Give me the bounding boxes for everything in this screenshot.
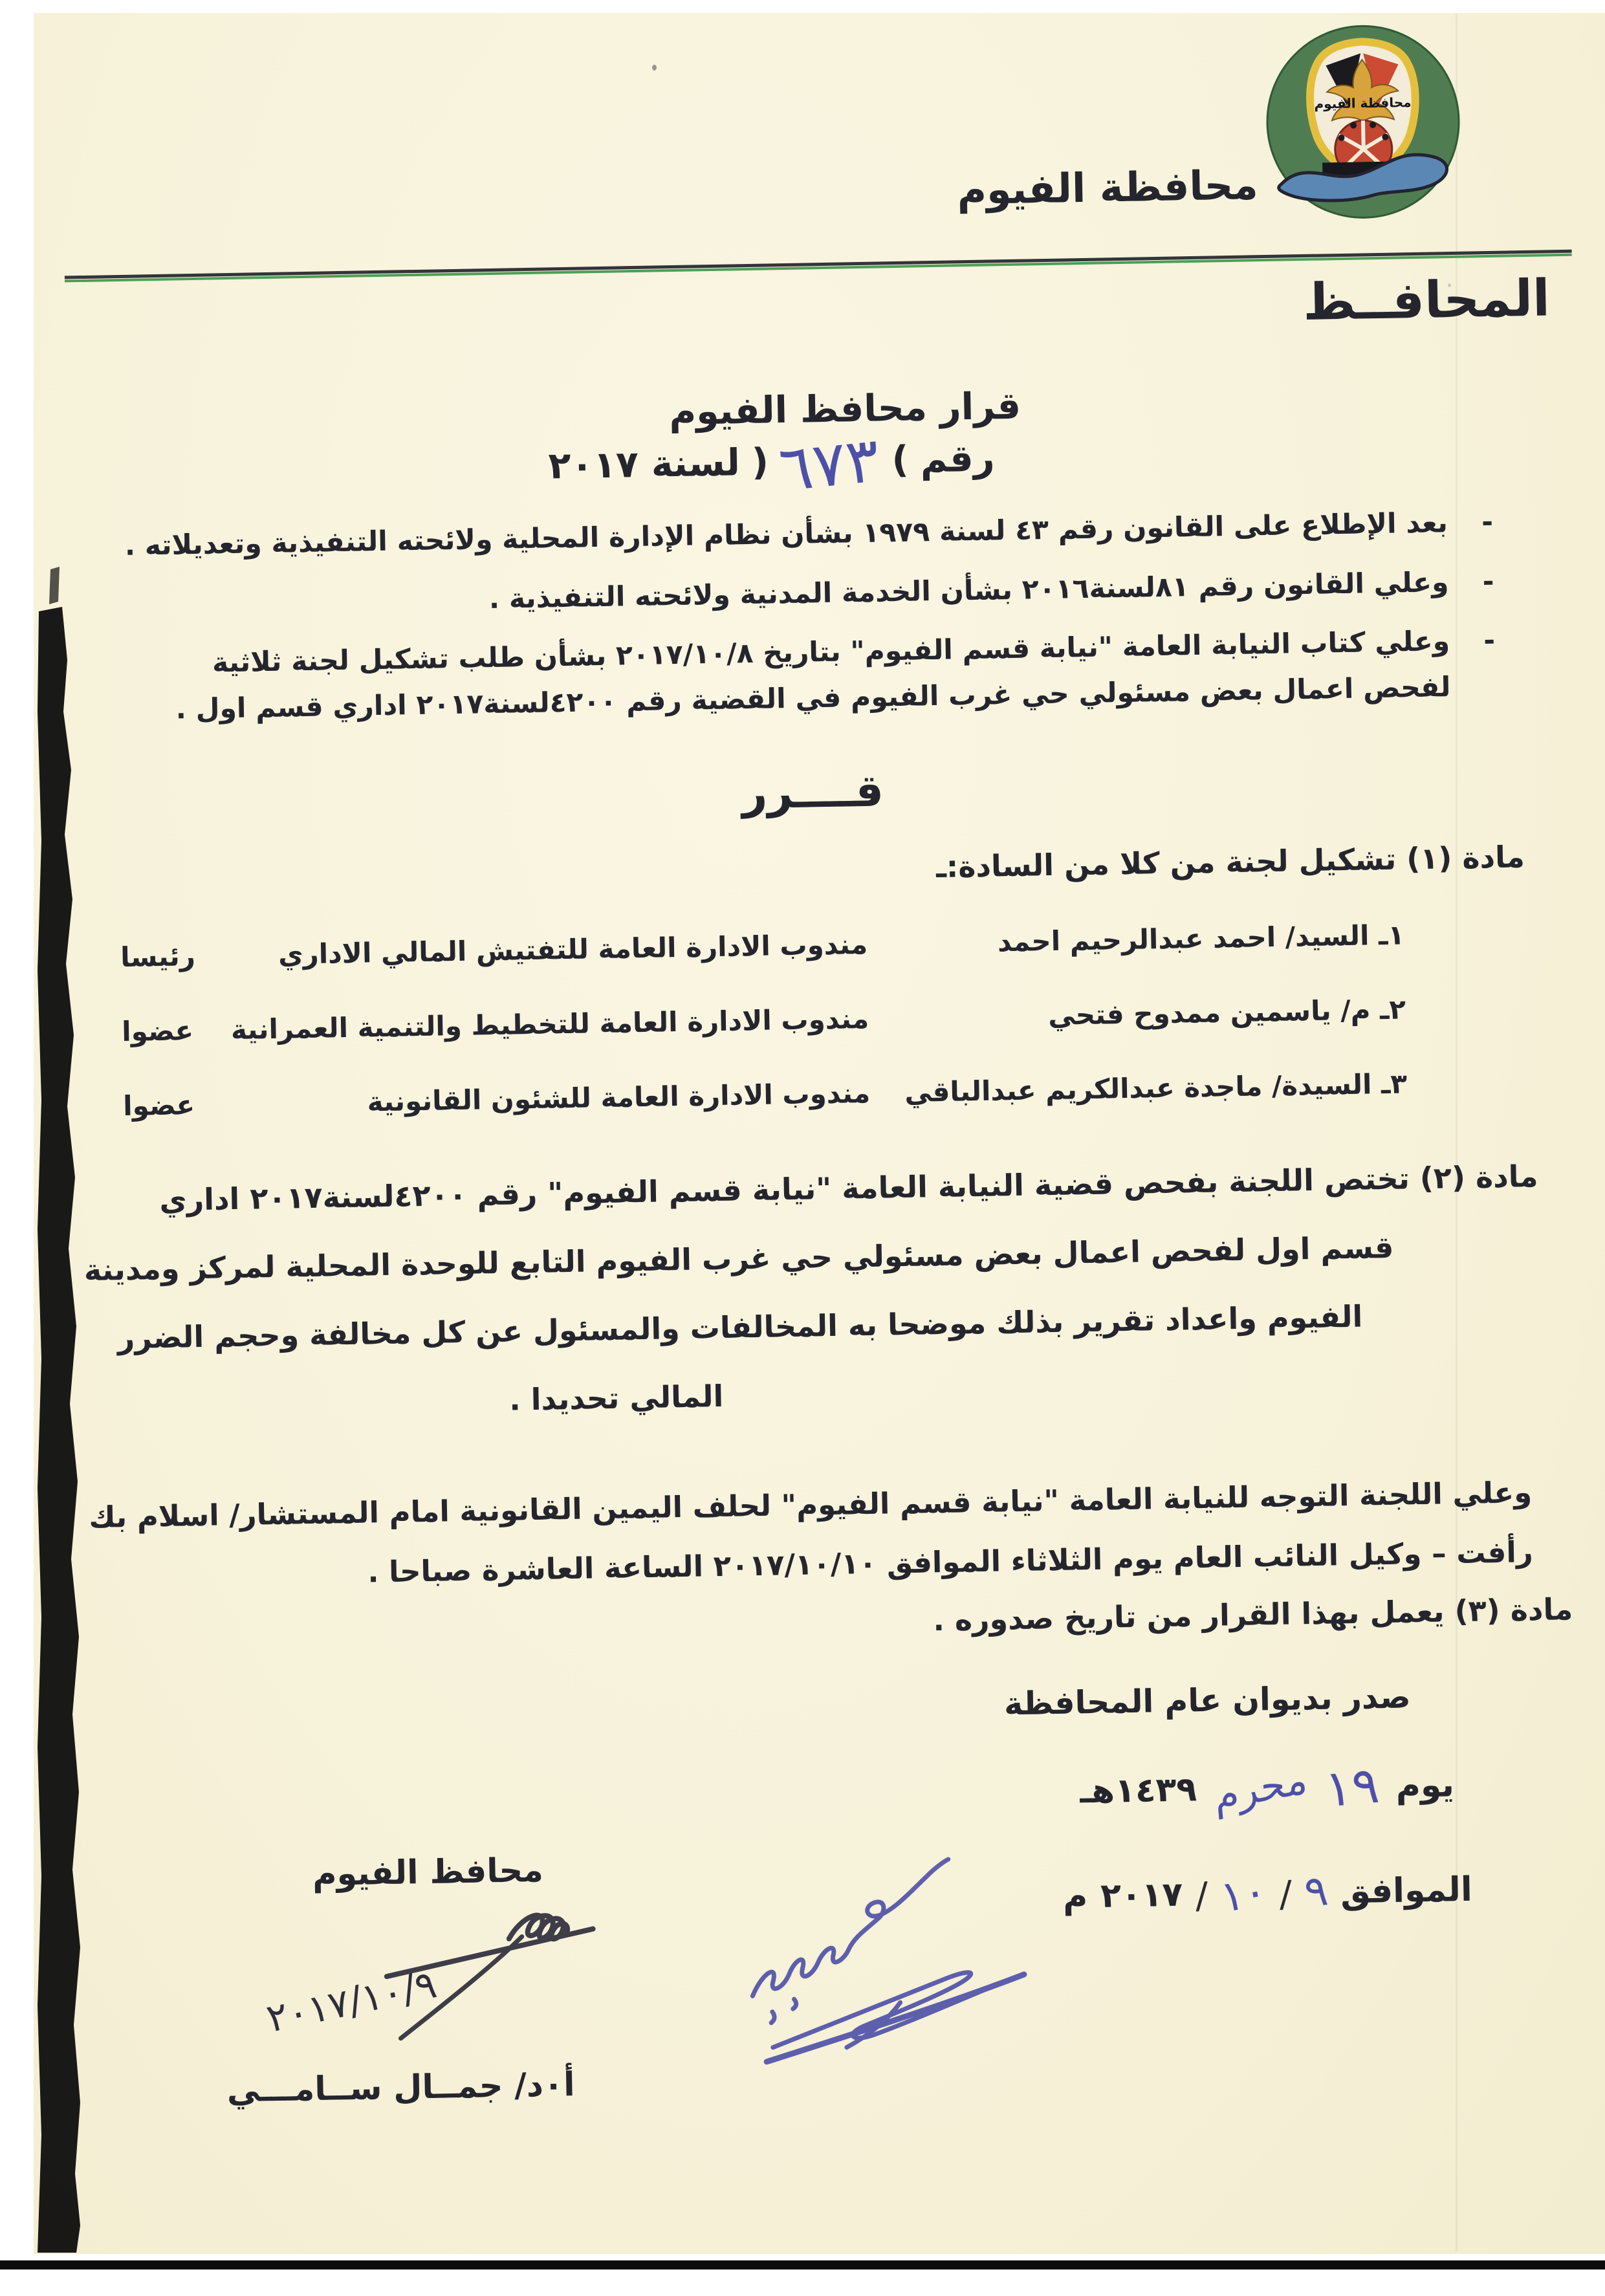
hijri-month-handwritten: محرم — [1212, 1755, 1309, 1820]
member-position: رئيسا — [120, 940, 196, 974]
hijri-year: ١٤٣٩هـ — [1079, 1770, 1197, 1811]
date-slash: / — [1195, 1874, 1208, 1918]
decision-word: قــــرر — [741, 765, 884, 820]
preamble-text: وعلي كتاب النيابة العامة "نيابة قسم الفيوم" بتاريخ ٢٠١٧/١٠/٨ بشأن طلب تشكيل لجنة ثلاثية لفحص اعمال بعض مسئولي حي غرب الفيوم في القضية رقم ٤٢٠٠لسنة٢٠١٧ اداري قسم اول . — [175, 626, 1451, 726]
article-3: مادة (٣) يعمل بهذا القرار من تاريخ صدوره . — [932, 1591, 1573, 1638]
scan-edge-artifact — [0, 0, 129, 2269]
office-title: المحافــظ — [1302, 269, 1551, 333]
logo-inscription: محافظة الفيوم — [1314, 94, 1412, 112]
governor-title: محافظ الفيوم — [312, 1851, 544, 1894]
paren-close: ) — [751, 441, 769, 484]
member-role: مندوب الادارة العامة للتخطيط والتنمية العمرانية — [230, 1002, 869, 1046]
article-2-line: مادة (٢) تختص اللجنة بفحص قضية النيابة العامة "نيابة قسم الفيوم" رقم ٤٢٠٠لسنة٢٠١٧ اداري — [159, 1158, 1538, 1218]
member-name: ٢ـ م/ ياسمين ممدوح فتحي — [1047, 993, 1406, 1032]
governorate-emblem-logo — [1260, 22, 1465, 227]
org-name: محافظة الفيوم — [956, 161, 1259, 214]
bullet-dash-icon: - — [1482, 565, 1494, 598]
committee-row — [120, 919, 1405, 973]
gregorian-day-handwritten: ٩ — [1302, 1865, 1331, 1918]
committee-row — [123, 1067, 1408, 1122]
decree-number-handwritten: ٦٧٣ — [776, 423, 883, 506]
preamble-item — [117, 559, 1494, 629]
handwritten-signature-date: ٢٠١٧/١٠/٩ — [263, 1962, 441, 2042]
member-name: ١ـ السيد/ احمد عبدالرحيم احمد — [997, 919, 1405, 958]
date-slash: / — [1279, 1873, 1293, 1916]
preamble-list — [116, 500, 1497, 747]
gregorian-month-handwritten: ١٠ — [1216, 1865, 1271, 1923]
decree-number-label: رقم — [920, 437, 996, 481]
member-role: مندوب الادارة العامة للتفتيش المالي الاداري — [278, 928, 868, 970]
gregorian-year: ٢٠١٧ — [1100, 1875, 1183, 1916]
gregorian-era: م — [1062, 1877, 1088, 1916]
decree-title: قرار محافظ الفيوم — [668, 384, 1021, 434]
day-label: يوم — [1395, 1766, 1455, 1806]
article-1-heading: مادة (١) تشكيل لجنة من كلا من السادة:ـ — [935, 839, 1525, 885]
member-role: مندوب الادارة العامة للشئون القانونية — [367, 1077, 871, 1118]
governor-signature-dark-ink — [308, 1888, 634, 2056]
hijri-date-line — [1079, 1755, 1455, 1821]
article-2-line: الفيوم واعداد تقرير بذلك موضحا به المخالفات والمسئول عن كل مخالفة وحجم الضرر — [117, 1298, 1363, 1356]
preamble-text: بعد الإطلاع على القانون رقم ٤٣ لسنة ١٩٧٩ بشأن نظام الإدارة المحلية ولائحته التنفيذية وتعديلاته . — [124, 507, 1448, 562]
article-2-line: المالي تحديدا . — [508, 1378, 724, 1417]
bullet-dash-icon: - — [1481, 506, 1494, 539]
committee-table — [120, 919, 1408, 1164]
member-position: عضوا — [121, 1014, 194, 1048]
gregorian-label: الموافق — [1340, 1870, 1473, 1912]
oath-line: وعلي اللجنة التوجه للنيابة العامة "نيابة قسم الفيوم" لحلف اليمين القانونية امام المستشار/ اسلام بك — [88, 1475, 1533, 1535]
preamble-text: وعلي القانون رقم ٨١لسنة٢٠١٦ بشأن الخدمة المدنية ولائحته التنفيذية . — [488, 566, 1449, 615]
oath-line: رأفت – وكيل النائب العام يوم الثلاثاء الموافق ٢٠١٧/١٠/١٠ الساعة العاشرة صباحا . — [367, 1535, 1534, 1590]
scan-bottom-edge — [0, 2260, 1605, 2269]
hijri-day-handwritten: ١٩ — [1322, 1756, 1382, 1819]
member-name: ٣ـ السيدة/ ماجدة عبدالكريم عبدالباقي — [904, 1067, 1408, 1108]
issued-at-line: صدر بديوان عام المحافظة — [1003, 1678, 1412, 1723]
preamble-item — [118, 618, 1496, 734]
article-2-line: قسم اول لفحص اعمال بعض مسئولي حي غرب الفيوم التابع للوحدة المحلية لمركز ومدينة — [83, 1229, 1394, 1288]
paren-open: ( — [891, 438, 910, 482]
decree-year-label: لسنة ٢٠١٧ — [548, 441, 741, 488]
article-2 — [85, 1156, 1542, 1456]
bullet-dash-icon: - — [1483, 625, 1496, 657]
official-signature-blue-ink — [672, 1829, 1078, 2114]
gregorian-date-line — [1062, 1865, 1473, 1923]
member-position: عضوا — [122, 1089, 195, 1122]
committee-row — [122, 993, 1406, 1047]
governor-name: أ٠د/ جمــال ســامـــي — [226, 2066, 576, 2110]
